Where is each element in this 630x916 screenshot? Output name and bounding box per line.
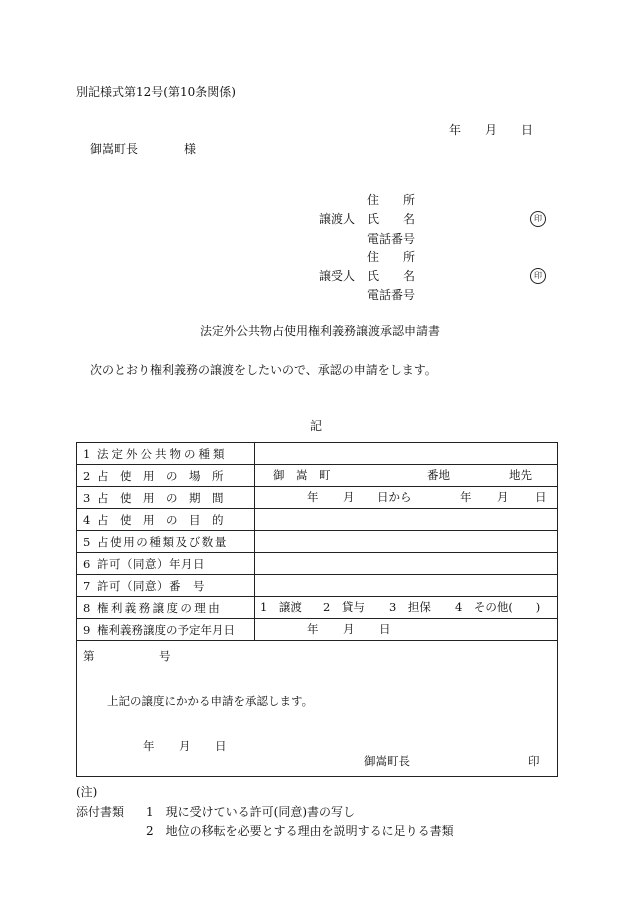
reason-option-collateral[interactable]: 3 担保 — [389, 600, 431, 614]
header-day: 日 — [521, 123, 534, 137]
approval-number-suffix: 号 — [159, 649, 171, 663]
period-end-day: 日 — [535, 490, 547, 504]
transferor-phone-label: 電話番号 — [367, 232, 416, 246]
row-label: 占使用の種類及び数量 — [97, 534, 228, 549]
transferor-name-label: 氏 名 — [367, 212, 416, 226]
purpose-field[interactable] — [255, 509, 558, 531]
approval-seal: 印 — [528, 754, 540, 768]
row-number: 8 — [83, 600, 91, 615]
table-row — [77, 509, 558, 531]
period-field[interactable] — [255, 487, 558, 509]
planned-year: 年 — [307, 622, 319, 636]
notes-label: (注) — [76, 785, 98, 799]
row-label: 占 使 用 の 目 的 — [97, 512, 224, 527]
row-label: 許可（同意）番 号 — [97, 578, 205, 593]
transferor-address-label: 住 所 — [367, 193, 416, 207]
transferor-seal-icon: 印 — [530, 211, 546, 227]
transferee-role: 譲受人 — [319, 269, 356, 283]
ki-heading: 記 — [310, 419, 323, 433]
attachments-label: 添付書類 — [76, 805, 125, 819]
form-reference: 別記様式第12号(第10条関係) — [76, 85, 236, 99]
period-start-day: 日から — [377, 490, 412, 504]
row-number: 1 — [83, 446, 91, 461]
transferee-phone-label: 電話番号 — [367, 288, 416, 302]
transferee-address-label: 住 所 — [367, 250, 416, 264]
planned-date-field[interactable] — [255, 619, 558, 641]
planned-day: 日 — [379, 622, 391, 636]
row-number: 6 — [83, 556, 91, 571]
row-label: 権利義務譲度の理由 — [97, 600, 223, 615]
planned-month: 月 — [343, 622, 355, 636]
row-label: 占 使 用 の 期 間 — [97, 490, 224, 505]
period-end-month: 月 — [497, 490, 509, 504]
reason-option-transfer[interactable]: 1 譲渡 — [260, 600, 302, 614]
attachment-item: 2 地位の移転を必要とする理由を説明するに足りる書類 — [146, 824, 454, 838]
type-quantity-field[interactable] — [255, 531, 558, 553]
table-row — [77, 597, 558, 619]
row-label: 占 使 用 の 場 所 — [97, 468, 224, 483]
row-number: 3 — [83, 490, 91, 505]
period-end-year: 年 — [460, 490, 472, 504]
period-start-year: 年 — [307, 490, 319, 504]
table-row — [77, 553, 558, 575]
table-row — [77, 575, 558, 597]
row-number: 7 — [83, 578, 91, 593]
table-row — [77, 531, 558, 553]
period-start-month: 月 — [343, 490, 355, 504]
header-month: 月 — [485, 123, 498, 137]
table-row — [77, 619, 558, 641]
location-chisaki: 地先 — [509, 468, 532, 482]
approval-text: 上記の譲度にかかる申請を承認します。 — [107, 694, 314, 708]
approval-month: 月 — [179, 739, 191, 753]
approval-year: 年 — [143, 739, 155, 753]
table-row — [77, 465, 558, 487]
document-title: 法定外公共物占使用権利義務譲渡承認申請書 — [200, 324, 441, 338]
reason-option-other[interactable]: 4 その他( ) — [455, 600, 541, 614]
approval-row — [77, 641, 558, 777]
row-number: 4 — [83, 512, 91, 527]
header-year: 年 — [449, 123, 462, 137]
application-form-table — [76, 442, 558, 777]
transferee-seal-icon: 印 — [530, 268, 546, 284]
intro-text: 次のとおり権利義務の譲渡をしたいので、承認の申請をします。 — [90, 363, 437, 377]
row-number: 2 — [83, 468, 91, 483]
row-label: 法定外公共物の種類 — [97, 446, 228, 461]
reason-option-lease[interactable]: 2 貸与 — [323, 600, 365, 614]
public-property-type-field[interactable] — [255, 443, 558, 465]
location-banchi: 番地 — [427, 468, 450, 482]
location-field[interactable] — [255, 465, 558, 487]
table-row — [77, 443, 558, 465]
permit-number-field[interactable] — [255, 575, 558, 597]
addressee-name: 御嵩町長 — [90, 142, 139, 156]
location-town: 御 嵩 町 — [273, 468, 331, 482]
row-label: 許可（同意）年月日 — [97, 556, 205, 571]
transferor-role: 譲渡人 — [319, 212, 356, 226]
transfer-reason-field[interactable] — [255, 597, 558, 619]
row-label: 権利義務譲度の予定年月日 — [97, 622, 235, 637]
permit-date-field[interactable] — [255, 553, 558, 575]
row-number: 5 — [83, 534, 91, 549]
approval-day: 日 — [215, 739, 227, 753]
attachment-item: 1 現に受けている許可(同意)書の写し — [146, 805, 355, 819]
transferee-name-label: 氏 名 — [367, 269, 416, 283]
approval-number-prefix: 第 — [83, 649, 95, 663]
approval-mayor: 御嵩町長 — [364, 754, 410, 768]
row-number: 9 — [83, 622, 91, 637]
approval-section — [77, 641, 558, 777]
table-row — [77, 487, 558, 509]
addressee-honorific: 様 — [184, 142, 197, 156]
